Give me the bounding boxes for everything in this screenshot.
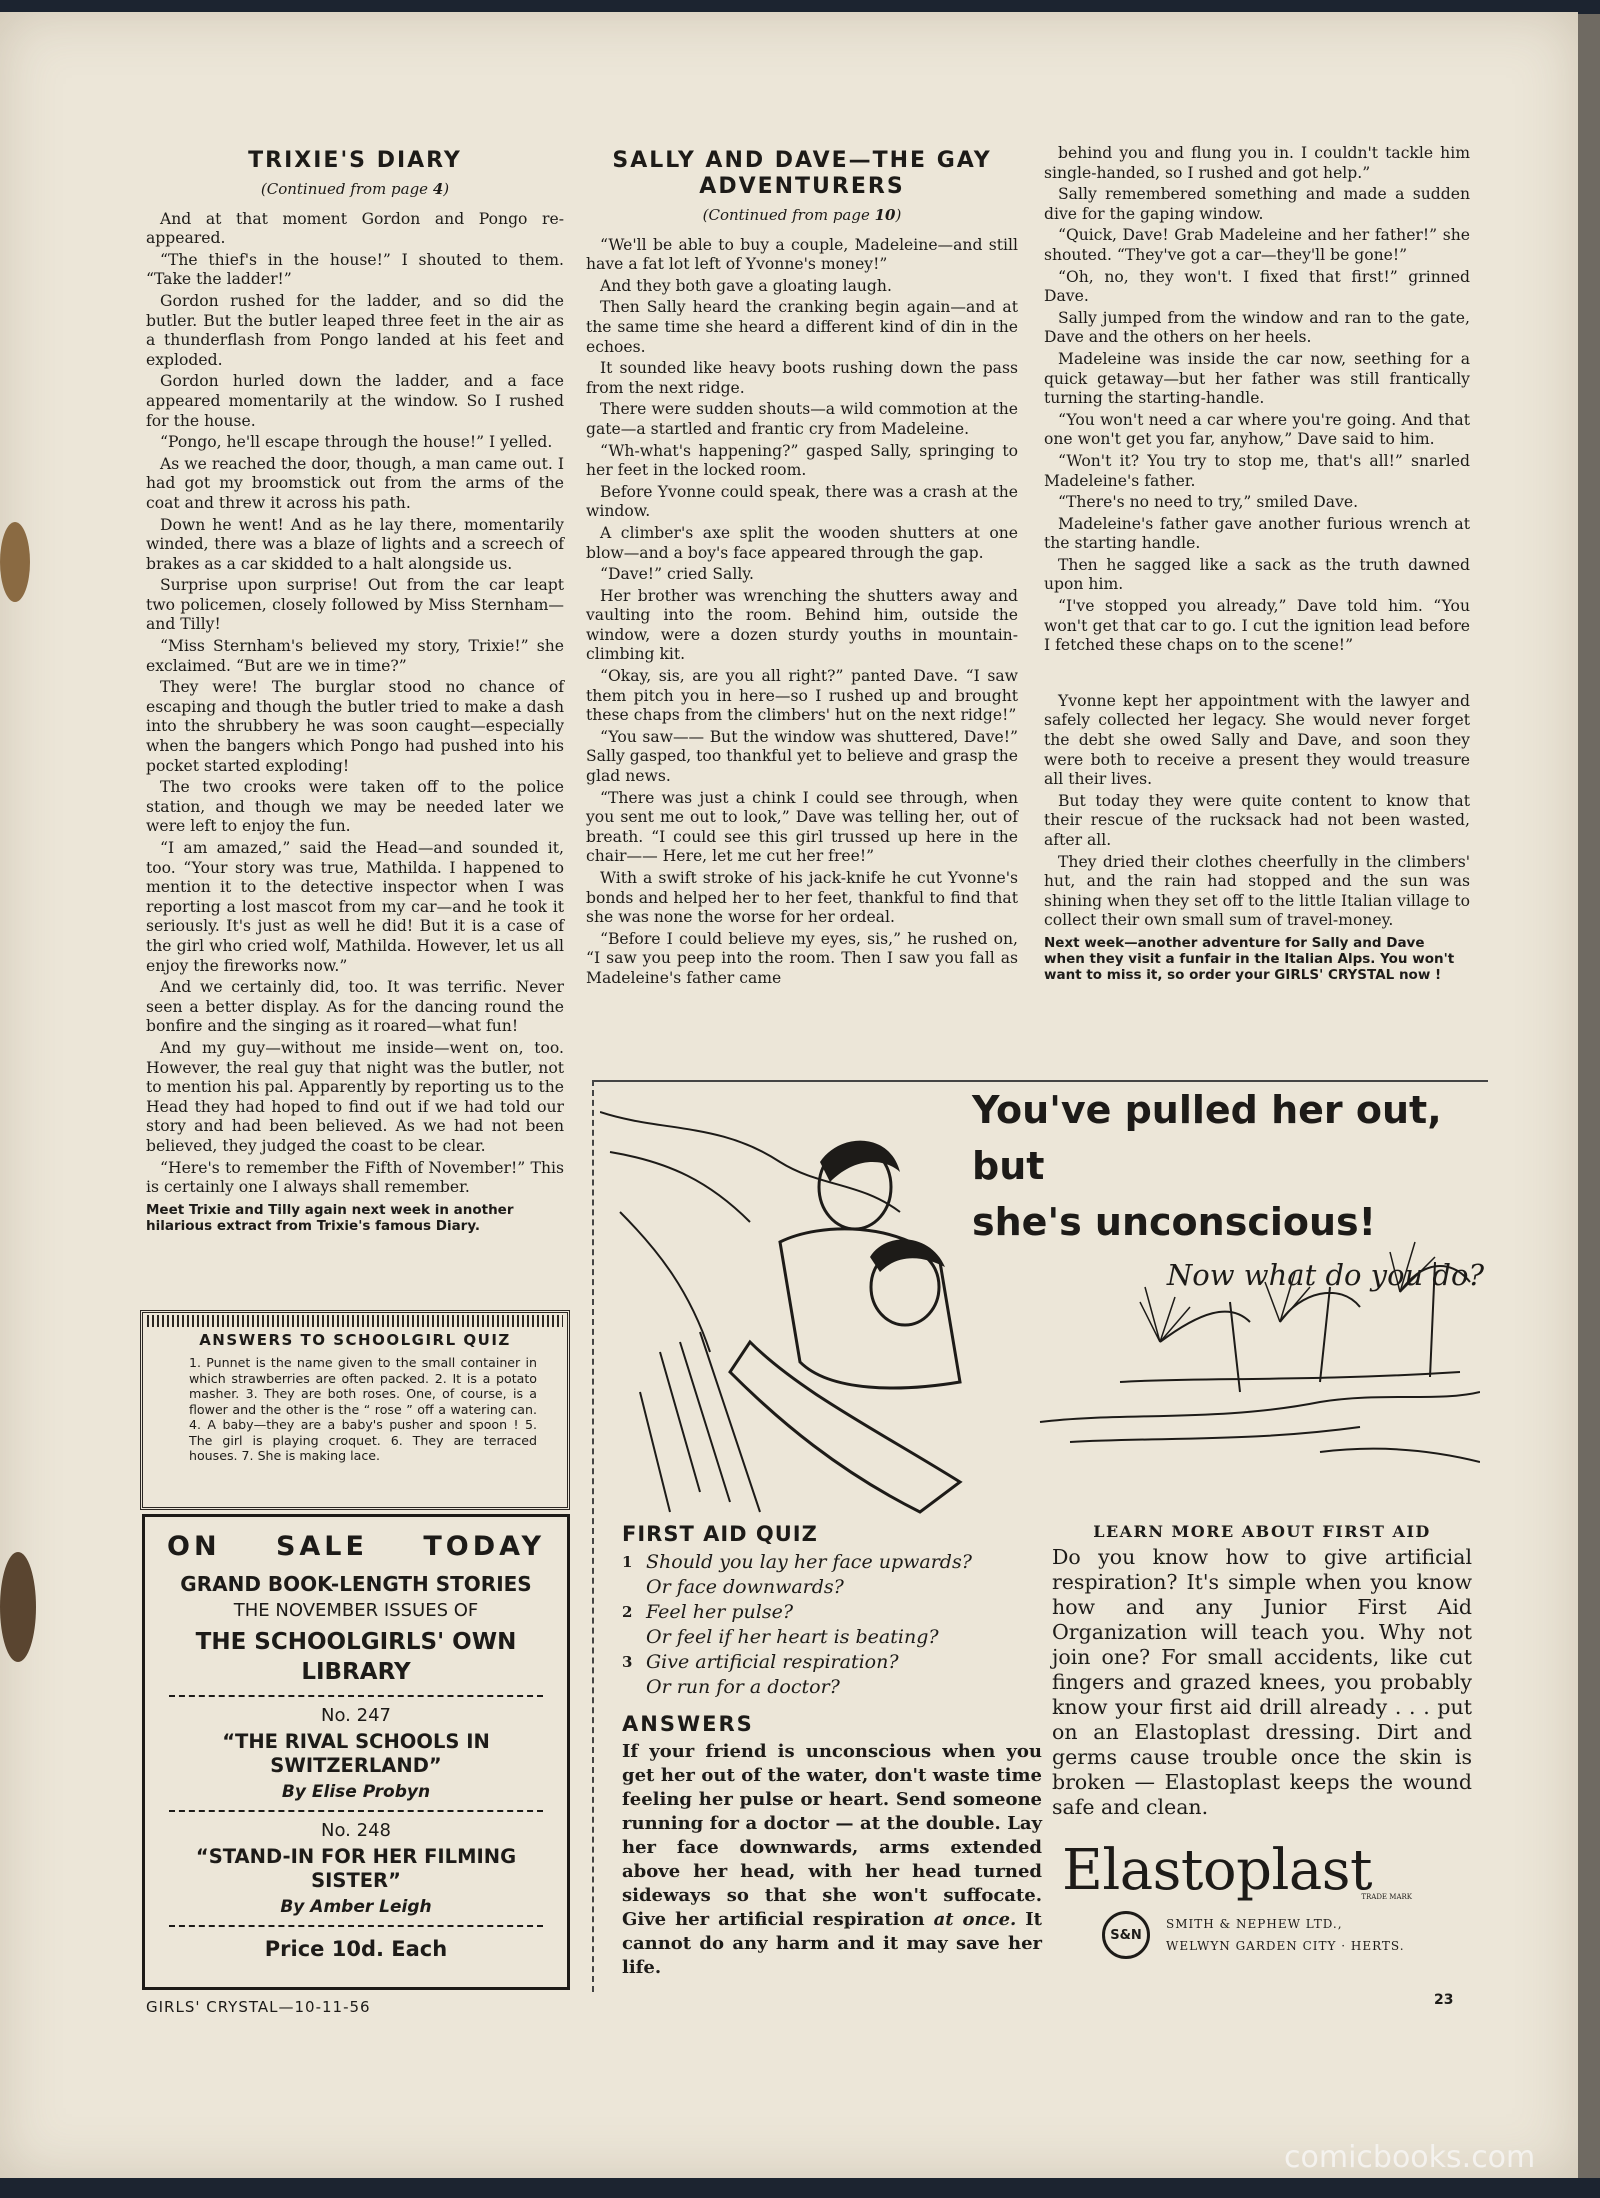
price: Price 10d. Each xyxy=(264,1937,448,1961)
ad-subhead: Now what do you do? xyxy=(1166,1258,1484,1292)
learn-body: Do you know how to give artificial respiration? It's simple when you know how and any Junior First Aid Organization will teach you. Why not join one? For small accidents, like cut fingers and grazed knees, you probably know your first aid drill already . . . put on an Elastoplast dressing. Dirt and germs cause trouble once the skin is broken — Elastoplast keeps the wound safe and clean. xyxy=(1052,1545,1472,1819)
quiz-question xyxy=(622,1650,1042,1675)
scan-edge-bottom xyxy=(0,2178,1600,2198)
story-paragraph: Gordon hurled down the ladder, and a face appeared momentarily at the window. So I rushed for the house. xyxy=(146,372,564,430)
answers-emphasis: at once. xyxy=(933,1909,1017,1930)
brand-logo: Elastoplast xyxy=(1062,1838,1373,1903)
story-title: TRIXIE'S DIARY xyxy=(248,148,462,173)
story-paragraph: “We'll be able to buy a couple, Madeleine—and still have a fat lot left of Yvonne's money!” xyxy=(586,235,1018,274)
sally-and-dave-continued-column xyxy=(1044,144,1470,983)
story-paragraph: “Here's to remember the Fifth of November!” This is certainly one I always shall remember. xyxy=(146,1158,564,1197)
story-paragraph: “The thief's in the house!” I shouted to them. “Take the ladder!” xyxy=(146,250,564,289)
story-paragraph: “I've stopped you already,” Dave told him. “You won't get that car to go. I cut the ignition lead before I fetched these chaps on to the scene!” xyxy=(1044,597,1470,655)
quiz-answers-title: ANSWERS TO SCHOOLGIRL QUIZ xyxy=(199,1331,511,1349)
story-paragraph: “Before I could believe my eyes, sis,” he rushed on, “I saw you peep into the room. Then I saw you fall as Madeleine's father came xyxy=(586,929,1018,987)
story-paragraph: Madeleine's father gave another furious wrench at the starting handle. xyxy=(1044,514,1470,553)
continued-suffix: ) xyxy=(895,206,902,224)
story-body xyxy=(586,236,1018,989)
question-number: 3 xyxy=(622,1653,633,1671)
answers-part: It cannot do any harm and it may save her life. xyxy=(622,1909,1042,1978)
question-text: Should you lay her face upwards? xyxy=(646,1551,972,1573)
story-paragraph: Madeleine was inside the car now, seething for a quick getaway—but her father was still frantically turning the starting-handle. xyxy=(1044,349,1470,408)
story-body xyxy=(1044,144,1470,656)
continued-page: 4 xyxy=(432,180,444,198)
story-paragraph: “Pongo, he'll escape through the house!” I yelled. xyxy=(160,433,553,452)
story-paragraph: “Quick, Dave! Grab Madeleine and her father!” she shouted. “They've got a car—they'll be gone!” xyxy=(1044,226,1470,264)
headline-word: TODAY xyxy=(423,1531,545,1562)
story-paragraph: “Okay, sis, are you all right?” panted Dave. “I saw them pitch you in here—so I rushed up and brought these chaps from the climbers' hut on the next ridge!” xyxy=(586,667,1018,725)
ad-headline: she's unconscious! xyxy=(972,1200,1376,1244)
continued-prefix: (Continued from page xyxy=(702,206,875,224)
quiz-answers-text: 1. Punnet is the name given to the small container in which strawberries are often packed. 2. It is a potato masher. 3. They are both roses. One, of course, is a flower and the other is the “ rose ” off a watering can. 4. A baby—they are a baby's pusher and spoon ! 5. The girl is playing croquet. 6. They are terraced houses. 7. She is making lace. xyxy=(189,1355,537,1463)
question-text: Or feel if her heart is beating? xyxy=(646,1626,939,1648)
learn-title: LEARN MORE ABOUT FIRST AID xyxy=(1093,1522,1431,1541)
headline-word: SALE xyxy=(275,1531,368,1562)
smith-nephew-logo: S&N xyxy=(1102,1911,1150,1959)
sale-line: GRAND BOOK-LENGTH STORIES xyxy=(180,1572,532,1596)
story-paragraph: Then Sally heard the cranking begin again—and at the same time she heard a different kind of din in the echoes. xyxy=(586,298,1018,356)
on-sale-today-box xyxy=(142,1514,570,1990)
story-paragraph: “Oh, no, they won't. I fixed that first!” grinned Dave. xyxy=(1044,267,1470,306)
quiz-question-alt xyxy=(622,1625,1042,1650)
elastoplast-brand xyxy=(1062,1838,1462,1959)
sale-line: THE NOVEMBER ISSUES OF xyxy=(233,1600,479,1621)
sally-and-dave-column xyxy=(586,148,1018,991)
story-paragraph: It sounded like heavy boots rushing down the pass from the next ridge. xyxy=(586,359,1018,397)
story-paragraph: “Wh-what's happening?” gasped Sally, springing to her feet in the locked room. xyxy=(586,441,1018,480)
question-text: Give artificial respiration? xyxy=(646,1651,899,1673)
story-paragraph: Yvonne kept her appointment with the lawyer and safely collected her legacy. She would never forget the debt she owed Sally and Dave, and soon they were both to receive a present they would treasure all their lives. xyxy=(1044,691,1470,789)
book-author: By Amber Leigh xyxy=(280,1897,432,1917)
headline-word: ON xyxy=(167,1531,221,1562)
story-paragraph: “You saw—— But the window was shuttered, Dave!” Sally gasped, too thankful yet to believe and grasp the glad news. xyxy=(586,727,1018,786)
answers-part: If your friend is unconscious when you get her out of the water, don't waste time feeling her pulse or heart. Send someone running for a doctor — at the double. Lay her face downwards, arms extended above her head, with her head turned sideways so that she won't suffocate. Give her artificial respiration xyxy=(622,1741,1042,1930)
on-sale-headline xyxy=(155,1523,557,1566)
story-paragraph: They were! The burglar stood no chance of escaping and though the butler tried to make a dash into the shrubbery he was soon caught—especially when the bangers which Pongo had pushed into his pocket started exploding! xyxy=(146,678,564,775)
maker-address xyxy=(1166,1913,1405,1957)
question-number: 1 xyxy=(622,1553,633,1571)
next-week-note: Next week—another adventure for Sally and Dave when they visit a funfair in the Italian Alps. You won't want to miss it, so order your GIRLS' CRYSTAL now ! xyxy=(1044,934,1455,983)
story-paragraph: They dried their clothes cheerfully in the climbers' hut, and the rain had stopped and the sun was shining when they set off to the little Italian village to collect their own small sum of travel-money. xyxy=(1044,852,1470,930)
library-title: THE SCHOOLGIRLS' OWN LIBRARY xyxy=(195,1629,517,1685)
story-paragraph: But today they were quite content to know that their rescue of the rucksack had not been wasted, after all. xyxy=(1044,791,1470,849)
continued-page: 10 xyxy=(874,206,896,224)
story-paragraph: Before Yvonne could speak, there was a crash at the window. xyxy=(586,482,1018,521)
paper-damage xyxy=(0,522,30,602)
story-paragraph: Gordon rushed for the ladder, and so did the butler. But the butler leaped three feet in the air as a thunderflash from Pongo landed at his feet and exploded. xyxy=(146,291,564,369)
story-paragraph: “You won't need a car where you're going. And that one won't get you far, anyhow,” Dave said to him. xyxy=(1044,410,1470,449)
paper-damage xyxy=(0,1552,36,1662)
story-paragraph: And my guy—without me inside—went on, too. However, the real guy that night was the butler, not to mention his pal. Apparently by reporting us to the Head they had hoped to find out if we had told our story and had been believed. As we had not been believed, they judged the coast to be clear. xyxy=(146,1038,564,1155)
story-paragraph: “There's no need to try,” smiled Dave. xyxy=(1058,493,1359,512)
story-paragraph: “Dave!” cried Sally. xyxy=(600,565,754,584)
next-week-note: Meet Trixie and Tilly again next week in another hilarious extract from Trixie's famous Diary. xyxy=(146,1201,514,1234)
continued-note xyxy=(146,180,564,200)
book-number: No. 247 xyxy=(321,1705,391,1726)
divider xyxy=(169,1695,543,1697)
maker-block xyxy=(1102,1911,1462,1959)
book-title: “STAND-IN FOR HER FILMING SISTER” xyxy=(195,1845,517,1892)
story-paragraph: behind you and flung you in. I couldn't tackle him single-handed, so I rushed and got help.” xyxy=(1044,144,1470,182)
divider xyxy=(169,1925,543,1927)
story-paragraph: And at that moment Gordon and Pongo re-appeared. xyxy=(146,209,564,248)
story-paragraph: There were sudden shouts—a wild commotion at the gate—a startled and frantic cry from Madeleine. xyxy=(586,400,1018,438)
answers-title: ANSWERS xyxy=(622,1712,754,1736)
magazine-page xyxy=(0,12,1578,2180)
divider xyxy=(169,1810,543,1812)
trixies-diary-column xyxy=(146,148,564,1234)
story-paragraph: A climber's axe split the wooden shutters at one blow—and a boy's face appeared through the gap. xyxy=(586,523,1018,562)
question-text: Or run for a doctor? xyxy=(646,1676,840,1698)
book-number: No. 248 xyxy=(321,1820,391,1841)
answers-text xyxy=(622,1740,1042,1980)
issue-footer: GIRLS' CRYSTAL—10-11-56 xyxy=(146,1998,371,2016)
story-paragraph: With a swift stroke of his jack-knife he cut Yvonne's bonds and helped her to her feet, thankful to find that she was none the worse for her ordeal. xyxy=(586,869,1018,927)
story-paragraph: Her brother was wrenching the shutters away and vaulting into the room. Behind him, outside the window, were a dozen sturdy youths in mountain-climbing kit. xyxy=(586,586,1018,664)
schoolgirl-quiz-answers-box xyxy=(140,1310,570,1510)
story-paragraph: As we reached the door, though, a man came out. I had got my broomstick out from the arms of the coat and threw it across his path. xyxy=(146,454,564,512)
book-author: By Elise Probyn xyxy=(281,1782,431,1802)
story-paragraph: And we certainly did, too. It was terrific. Never seen a better display. As for the dancing round the bonfire and the singing as it roared—what fun! xyxy=(146,978,564,1036)
story-paragraph: “I am amazed,” said the Head—and sounded it, too. “Your story was true, Mathilda. I happened to mention it to the detective inspector when I was reporting a lost mascot from my car—and he took it seriously. It's just as well he did! But it is a case of the girl who cried wolf, Mathilda. However, let us all enjoy the fireworks now.” xyxy=(146,839,564,975)
story-body xyxy=(146,210,564,1198)
quiz-question xyxy=(622,1600,1042,1625)
story-paragraph: Down he went! And as he lay there, momentarily winded, there was a blaze of lights and a screech of brakes as a car skidded to a halt alongside us. xyxy=(146,515,564,573)
story-paragraph: “Won't it? You try to stop me, that's all!” snarled Madeleine's father. xyxy=(1044,451,1470,490)
maker-line: SMITH & NEPHEW LTD., xyxy=(1166,1917,1343,1931)
story-paragraph: And they both gave a gloating laugh. xyxy=(600,276,892,295)
page-number: 23 xyxy=(1434,1992,1454,2008)
quiz-question xyxy=(622,1550,1042,1575)
story-title: SALLY AND DAVE—THE GAY ADVENTURERS xyxy=(612,148,992,199)
decorative-border xyxy=(147,1315,563,1327)
ad-headline: You've pulled her out, but xyxy=(972,1088,1442,1188)
story-paragraph: Sally jumped from the window and ran to the gate, Dave and the others on her heels. xyxy=(1044,308,1470,347)
story-paragraph: The two crooks were taken off to the police station, and though we may be needed later we were left to enjoy the fun. xyxy=(146,778,564,836)
watermark: comicbooks.com xyxy=(1284,2140,1536,2175)
elastoplast-advertisement xyxy=(592,1080,1488,1992)
story-body xyxy=(1044,692,1470,931)
quiz-title: FIRST AID QUIZ xyxy=(622,1522,818,1546)
story-paragraph: Surprise upon surprise! Out from the car leapt two policemen, closely followed by Miss Sternham—and Tilly! xyxy=(146,576,564,634)
question-number: 2 xyxy=(622,1603,633,1621)
learn-more-section xyxy=(1052,1522,1472,1820)
story-paragraph: Sally remembered something and made a sudden dive for the gaping window. xyxy=(1044,185,1470,223)
story-paragraph: Then he sagged like a sack as the truth dawned upon him. xyxy=(1044,555,1470,594)
continued-note xyxy=(586,206,1018,226)
trademark-note: TRADE MARK xyxy=(1361,1893,1412,1901)
quiz-question-alt xyxy=(622,1575,1042,1600)
first-aid-quiz xyxy=(622,1522,1042,1980)
quiz-questions xyxy=(622,1550,1042,1700)
story-paragraph: “There was just a chink I could see through, when you sent me out to look,” Dave was telling her, out of breath. “I could see this girl trussed up here in the chair—— Here, let me cut her free!” xyxy=(586,788,1018,866)
book-title: “THE RIVAL SCHOOLS IN SWITZERLAND” xyxy=(222,1730,490,1777)
ad-headline-block xyxy=(972,1082,1484,1292)
question-text: Feel her pulse? xyxy=(646,1601,794,1623)
maker-line: WELWYN GARDEN CITY · HERTS. xyxy=(1166,1939,1405,1953)
continued-prefix: (Continued from page xyxy=(260,180,433,198)
question-text: Or face downwards? xyxy=(646,1576,844,1598)
quiz-question-alt xyxy=(622,1675,1042,1700)
continued-suffix: ) xyxy=(443,180,450,198)
story-paragraph: “Miss Sternham's believed my story, Trixie!” she exclaimed. “But are we in time?” xyxy=(146,637,564,675)
